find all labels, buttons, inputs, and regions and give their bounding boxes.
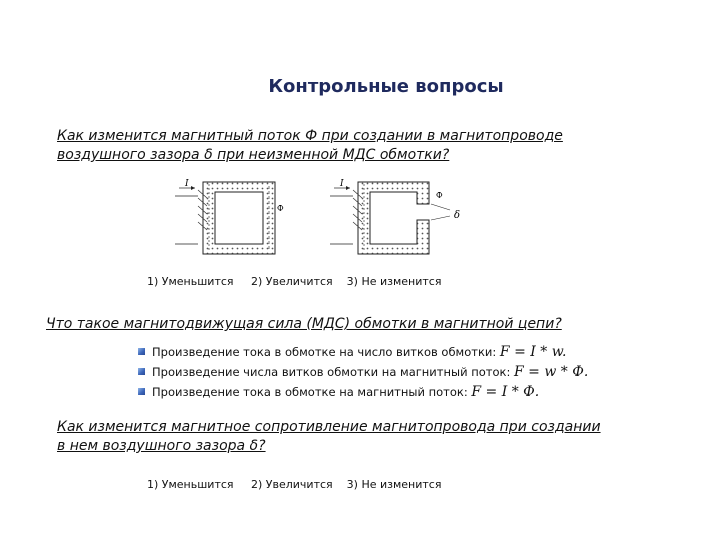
answer-increase[interactable]: 2) Увеличится: [251, 478, 333, 491]
answer-unchanged[interactable]: 3) Не изменится: [346, 275, 442, 288]
question-1-answers: [147, 275, 441, 288]
question-1-line-1: Как изменится магнитный поток Ф при создании в магнитопроводе: [57, 128, 563, 144]
gapped-core-diagram: [330, 179, 460, 254]
closed-core-diagram: [175, 179, 284, 254]
question-1: [57, 127, 563, 165]
option-turns-flux[interactable]: Произведение числа витков обмотки на магнитный поток: F = w * Ф.: [138, 362, 588, 382]
question-2: Что такое магнитодвижущая сила (МДС) обмотки в магнитной цепи?: [46, 316, 562, 332]
answer-increase[interactable]: 2) Увеличится: [251, 275, 333, 288]
question-3: [57, 418, 601, 456]
formula-3: F = I * Ф.: [471, 384, 540, 400]
current-label-left: I: [185, 179, 189, 189]
bullet-icon: [138, 348, 145, 355]
page-title: Контрольные вопросы: [268, 76, 504, 97]
bullet-icon: [138, 368, 145, 375]
question-3-line-1: Как изменится магнитное сопротивление магнитопровода при создании: [57, 419, 601, 435]
formula-1: F = I * w.: [499, 344, 567, 360]
bullet-icon: [138, 388, 145, 395]
question-3-line-2: в нем воздушного зазора δ?: [57, 438, 266, 454]
formula-2: F = w * Ф.: [513, 364, 589, 380]
question-3-answers: [147, 478, 441, 491]
option-current-flux[interactable]: Произведение тока в обмотке на магнитный поток: F = I * Ф.: [138, 382, 588, 402]
flux-label-right: Ф: [436, 191, 443, 200]
magnetic-circuit-diagrams: [165, 176, 475, 266]
flux-label-left: Ф: [277, 204, 284, 213]
question-2-options: [138, 342, 588, 402]
current-label-right: I: [340, 179, 344, 189]
answer-decrease[interactable]: 1) Уменьшится: [147, 478, 234, 491]
option-current-turns[interactable]: Произведение тока в обмотке на число витков обмотки: F = I * w.: [138, 342, 588, 362]
answer-decrease[interactable]: 1) Уменьшится: [147, 275, 234, 288]
air-gap-label: δ: [454, 210, 461, 221]
answer-unchanged[interactable]: 3) Не изменится: [346, 478, 442, 491]
question-1-line-2: воздушного зазора δ при неизменной МДС обмотки?: [57, 147, 450, 163]
